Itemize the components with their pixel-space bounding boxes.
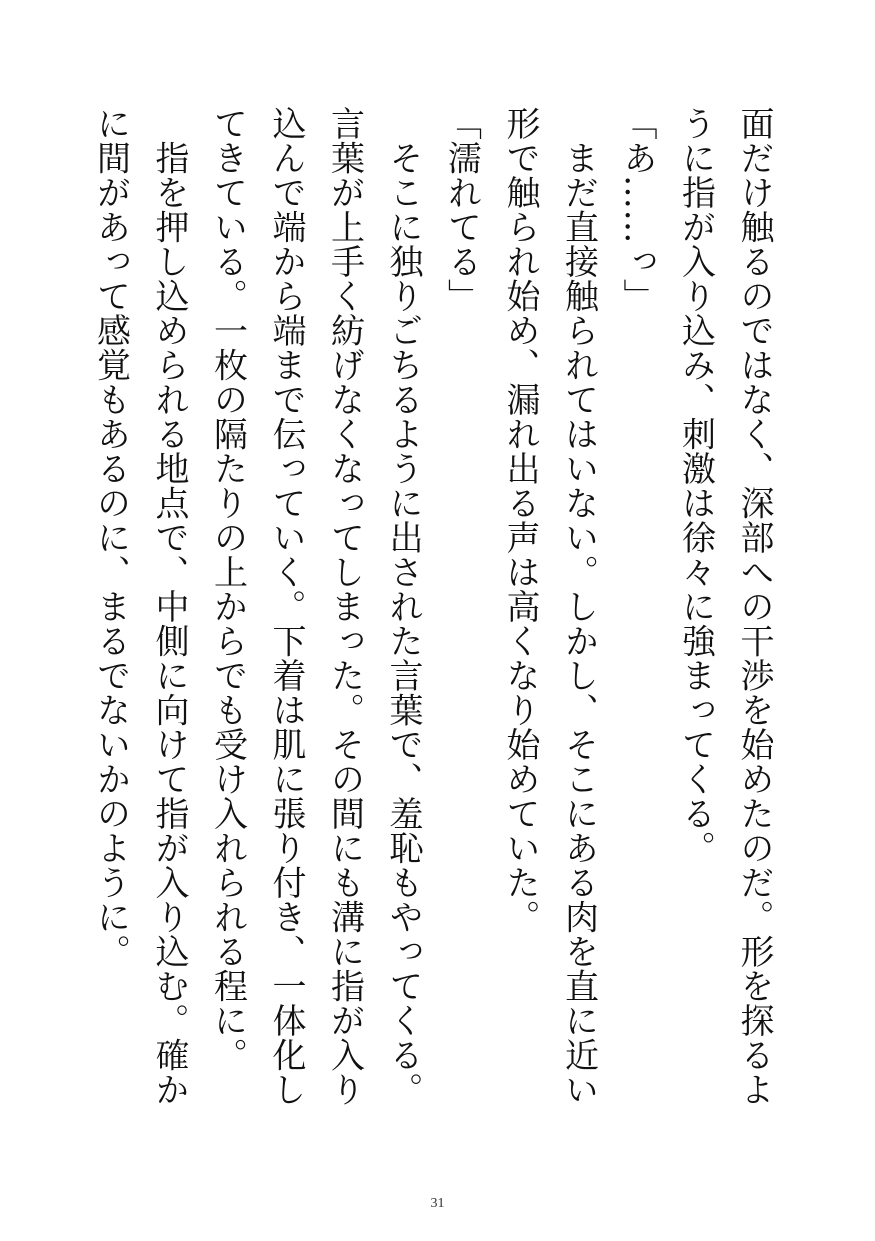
- text-line: 形で触られ始め、漏れ出る声は高くなり始めていた。: [500, 106, 540, 934]
- text-line: 「あ……っ」: [617, 106, 657, 313]
- vertical-text-body: [81, 106, 783, 1186]
- text-line: に間があって感覚もあるのに、まるでないかのように。: [90, 106, 131, 969]
- page-number: 31: [430, 1196, 445, 1211]
- text-line: そこに独りごちるように出された言葉で、羞恥もやってくる。: [383, 106, 423, 1107]
- text-line: うに指が入り込み、刺激は徐々に強まってくる。: [675, 106, 716, 865]
- text-line: 「濡れてる」: [441, 106, 482, 313]
- text-line: まだ直接触られてはいない。しかし、そこにある肉を直に近い: [558, 106, 599, 1107]
- text-line: 言葉が上手く紡げなくなってしまった。その間にも溝に指が入り: [324, 106, 365, 1107]
- text-line: てきている。一枚の隔たりの上からでも受け入れられる程に。: [207, 106, 248, 1072]
- text-line: 面だけ触るのではなく、深部への干渉を始めたのだ。形を探るよ: [734, 106, 774, 1107]
- text-line: 込んで端から端まで伝っていく。下着は肌に張り付き、一体化し: [266, 106, 306, 1107]
- text-line: 指を押し込められる地点で、中側に向けて指が入り込む。確か: [149, 106, 189, 1107]
